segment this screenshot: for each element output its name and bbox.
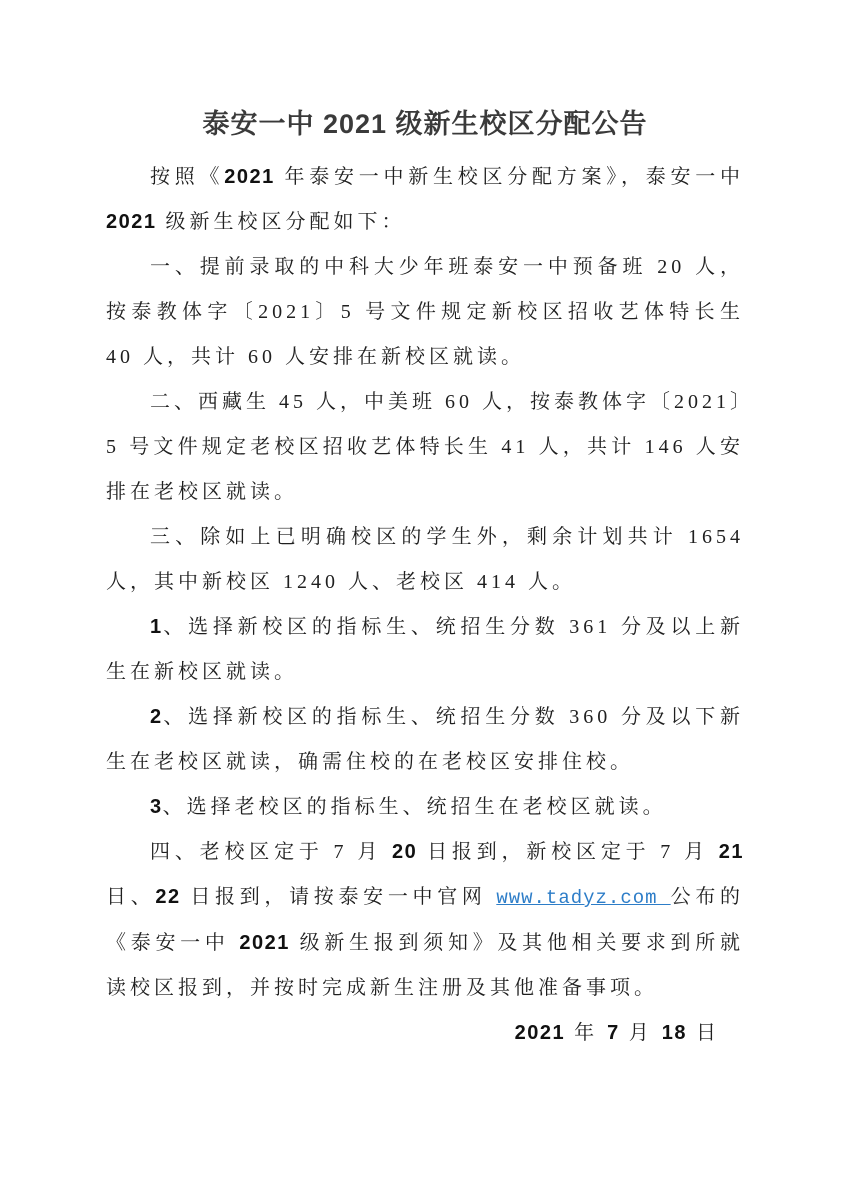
number-emphasis: 2021 [224,166,275,188]
paragraph-intro [106,155,744,245]
number-emphasis: 21 [718,841,745,863]
number-emphasis: 18 [661,1022,687,1044]
text-run: 级新生校区分配如下： [156,211,406,233]
website-link[interactable]: www.tadyz.com [496,887,671,909]
text-run: 日报到，新校区定于 7 月 [417,841,719,863]
text-run: 四、老校区定于 7 月 [150,841,393,863]
number-emphasis: 20 [392,841,418,863]
text-run: 年 [565,1022,608,1044]
text-run: 、选择新校区的指标生、统招生分数 360 分及以下新生在老校区就读，确需住校的在老校区安排住校。 [106,706,744,773]
text-run: 日报到，请按泰安一中官网 [180,886,497,908]
text-run: 公布的《泰安一中 [106,886,745,954]
text-run: 按照《 [150,166,225,188]
text-run: 日 [687,1022,720,1044]
number-emphasis: 3 [150,796,163,818]
paragraph-sub-item-1 [106,605,744,695]
text-run: 、选择老校区的指标生、统招生在老校区就读。 [162,796,667,818]
number-emphasis: 2021 [106,211,157,233]
paragraph-item-1 [106,245,744,380]
text-run: 年泰安一中新生校区分配方案》，泰安一中 [274,166,744,188]
number-emphasis: 2 [150,706,163,728]
paragraph-item-4 [106,830,744,1011]
paragraph-item-3 [106,515,744,605]
text-run: 、选择新校区的指标生、统招生分数 361 分及以上新生在新校区就读。 [106,616,744,683]
document-title: 泰安一中 2021 级新生校区分配公告 [202,109,648,139]
paragraph-sub-item-3 [106,785,744,830]
number-emphasis: 22 [155,886,181,908]
number-emphasis: 1 [150,616,163,638]
document-body [106,155,744,1056]
number-emphasis: 2021 [514,1022,566,1044]
text-run: 级新生报到须知》及其他相关要求到所就读校区报到，并按时完成新生注册及其他准备事项。 [106,932,744,999]
text-run: 一、提前录取的中科大少年班泰安一中预备班 20 人，按泰教体字〔2021〕5 号文件规定新校区招收艺体特长生 40 人，共计 60 人安排在新校区就读。 [106,256,744,368]
number-emphasis: 2021 [239,932,290,954]
paragraph-date-line [106,1011,744,1056]
text-run: 月 [619,1022,662,1044]
paragraph-sub-item-2 [106,695,744,785]
paragraph-item-2 [106,380,744,515]
number-emphasis: 7 [607,1022,620,1044]
text-run: 二、西藏生 45 人，中美班 60 人，按泰教体字〔2021〕5 号文件规定老校区招收艺体特长生 41 人，共计 146 人安排在老校区就读。 [106,391,744,503]
text-run: 日、 [106,886,156,908]
text-run: 三、除如上已明确校区的学生外，剩余计划共计 1654 人，其中新校区 1240 人、老校区 414 人。 [106,526,744,593]
